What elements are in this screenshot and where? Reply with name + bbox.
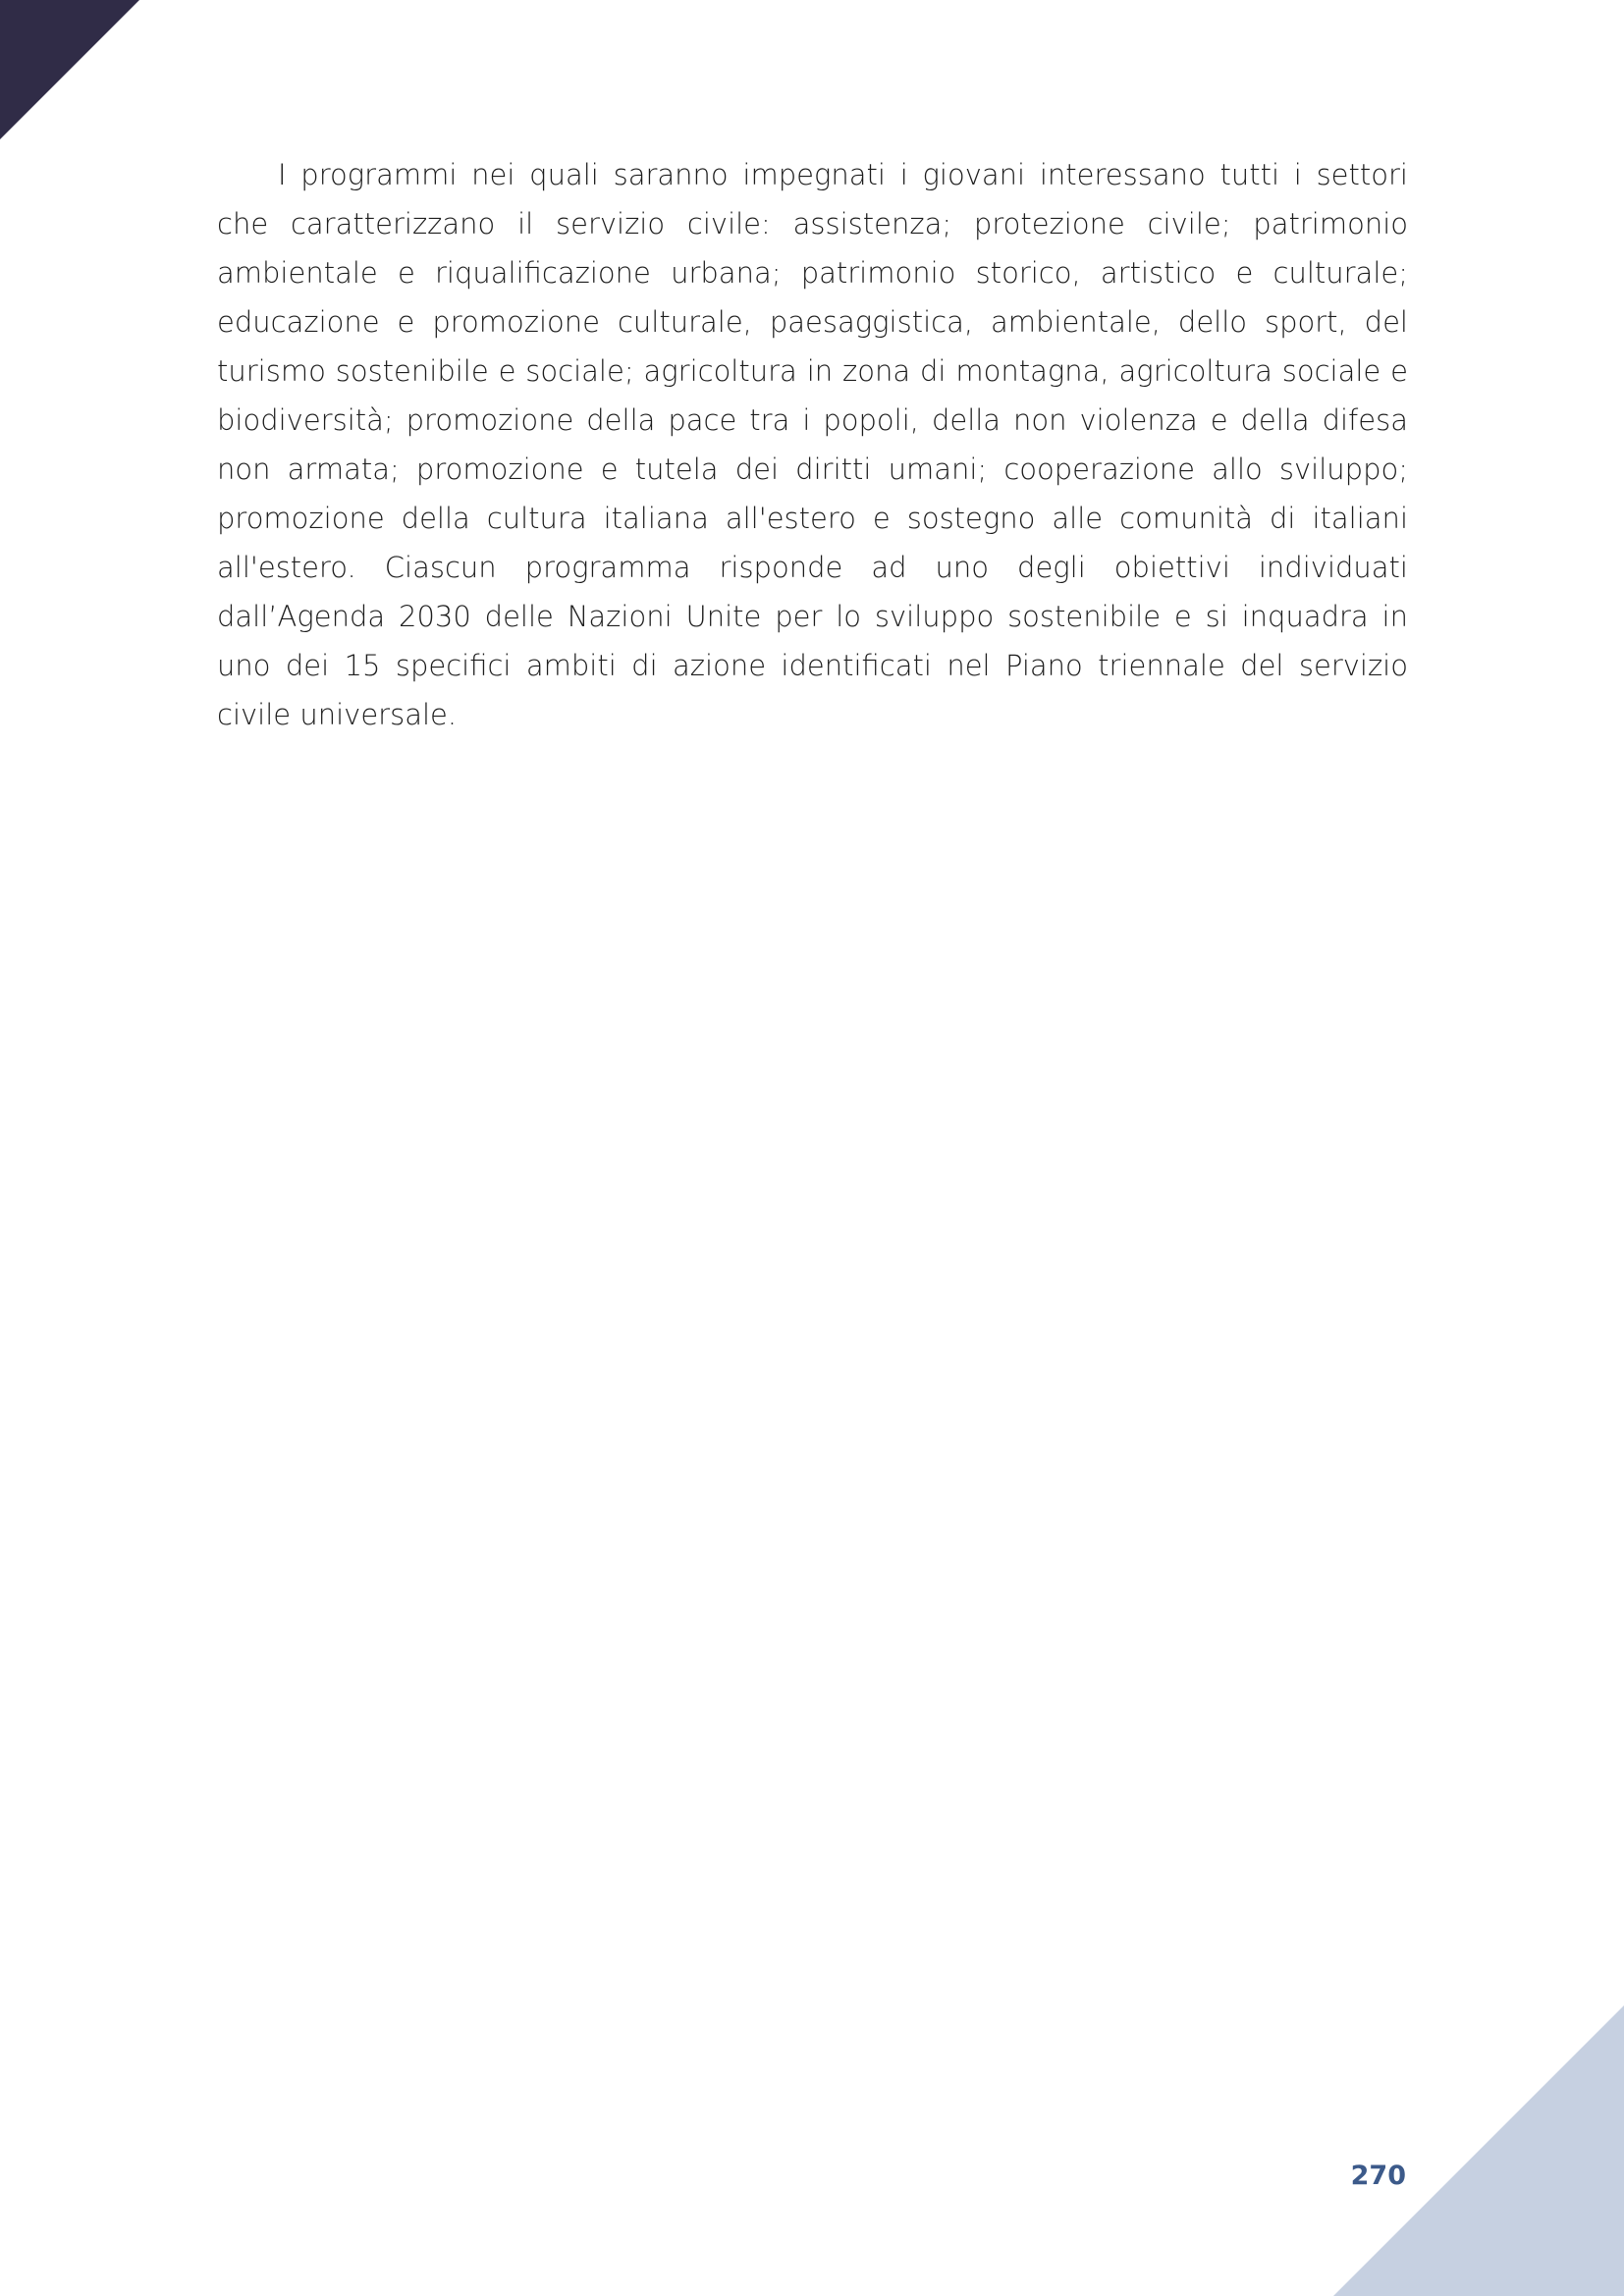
body-paragraph: I programmi nei quali saranno impegnati i giovani interessano tutti i settori che caratterizzano il servizio civile: assistenza; protezione civile; patrimonio ambientale e riqualificazione urbana; patrimonio storico, artistico e culturale; educazione e promozione culturale, paesaggistica, ambientale, dello sport, del turismo sostenibile e sociale; agricoltura in zona di montagna, agricoltura sociale e biodiversità; promozione della pace tra i popoli, della non violenza e della difesa non armata; promozione e tutela dei diritti umani; cooperazione allo sviluppo; promozione della cultura italiana all'estero e sostegno alle comunità di italiani all'estero. Ciascun programma risponde ad uno degli obiettivi individuati dall’Agenda 2030 delle Nazioni Unite per lo sviluppo sostenibile e si inquadra in uno dei 15 specifici ambiti di azione identificati nel Piano triennale del servizio civile universale.	[217, 158, 1408, 731]
page-number: 270	[1350, 2161, 1406, 2191]
corner-decoration-bottom-right	[1333, 2005, 1624, 2296]
corner-decoration-top-left	[0, 0, 139, 139]
